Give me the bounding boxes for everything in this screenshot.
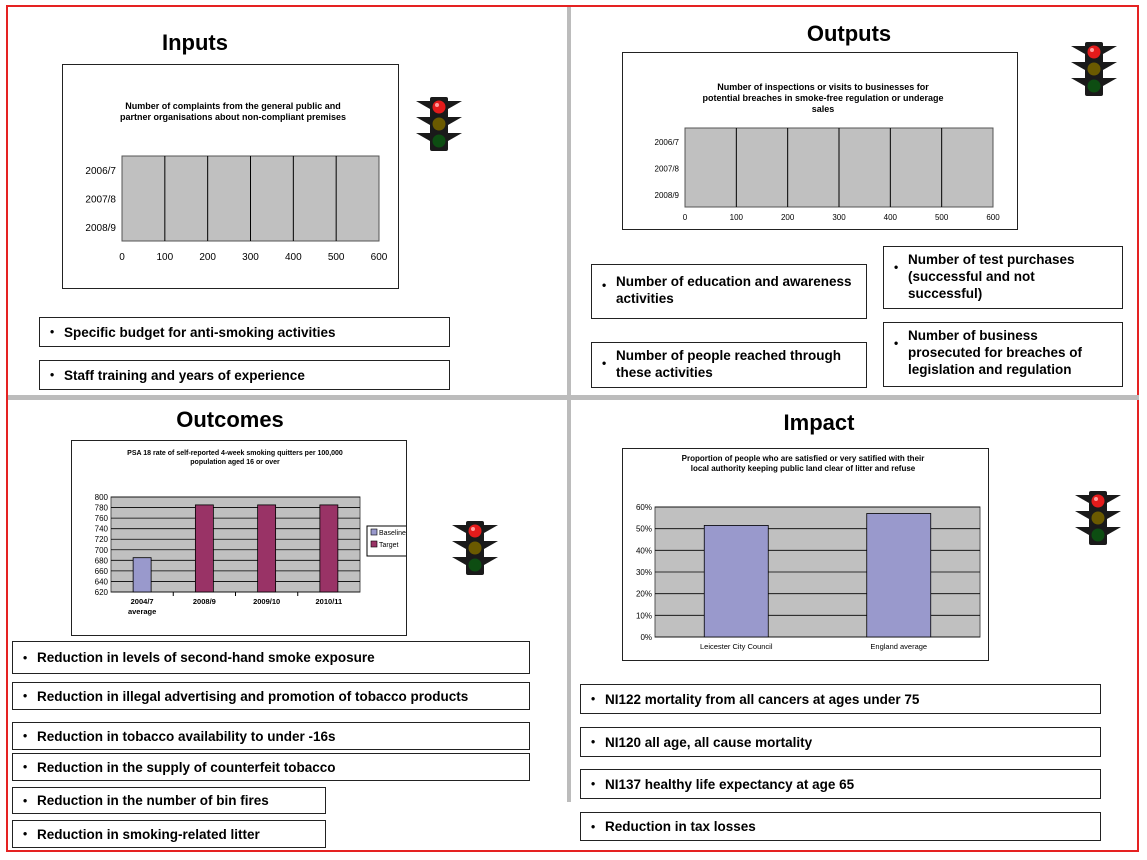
inputs-bullet-1: • Specific budget for anti-smoking activities [39,317,450,347]
impact-chart [623,449,988,660]
y-tick-label: 680 [94,556,108,566]
x-tick-label: 400 [284,252,302,263]
x-tick-label: 600 [370,252,388,263]
y-tick-label: 60% [635,503,652,512]
outputs-bullet-2: • Number of people reached through these activities [591,342,867,388]
chart-title: potential breaches in smoke-free regulation or underage [702,93,944,103]
y-category-label: 2006/7 [85,166,116,178]
x-category-label: Leicester City Council [699,642,773,651]
legend-swatch [371,529,377,535]
traffic-light-icon [1071,40,1117,103]
outputs-bullet-1: • Number of education and awareness activities [591,264,867,319]
y-tick-label: 760 [94,514,108,524]
legend-label: Baseline [379,530,406,537]
x-tick-label: 0 [682,213,688,222]
legend-label: Target [379,542,399,549]
chart-title: sales [811,104,835,114]
x-tick-label: 200 [780,213,795,222]
outcomes-bullet-6: • Reduction in smoking-related litter [12,820,326,848]
outcomes-chart-frame [71,440,407,636]
bar-baseline [133,558,151,592]
x-category-label: England average [870,642,928,651]
y-category-label: 2007/8 [654,164,679,174]
outcomes-bullet-5: • Reduction in the number of bin fires [12,787,326,814]
y-category-label: 2008/9 [654,190,679,200]
impact-bullet-4: • Reduction in tax losses [580,812,1101,841]
inputs-chart-frame [62,64,399,289]
outputs-chart-frame [622,52,1018,230]
traffic-light-icon [1075,489,1121,552]
x-category-label: 2004/7 [130,597,154,606]
outputs-chart [623,53,1017,229]
vertical-divider [567,7,571,802]
inputs-chart [63,65,398,288]
impact-heading: Impact [783,410,855,435]
chart-title: Number of inspections or visits to businesses for [717,82,929,92]
y-tick-label: 800 [94,493,108,502]
outcomes-chart [72,441,406,635]
x-category-label: average [127,607,157,616]
x-tick-label: 500 [327,252,345,263]
chart-title: Proportion of people who are satisfied or very satified with their [681,454,925,463]
outcomes-bullet-1: • Reduction in levels of second-hand smoke exposure [12,641,530,674]
y-category-label: 2008/9 [85,222,116,234]
y-tick-label: 40% [635,546,652,556]
x-tick-label: 600 [986,213,1000,222]
x-category-label: 2010/11 [315,597,343,606]
inputs-heading: Inputs [162,30,228,55]
outcomes-bullet-4: • Reduction in the supply of counterfeit tobacco [12,753,530,781]
bar [704,525,768,637]
bar-target [195,505,213,592]
outputs-heading: Outputs [806,21,892,46]
impact-bullet-1: • NI122 mortality from all cancers at ages under 75 [580,684,1101,714]
legend-swatch [371,541,377,547]
x-tick-label: 400 [883,213,898,222]
y-tick-label: 620 [94,588,108,597]
x-tick-label: 200 [199,252,217,263]
y-category-label: 2007/8 [85,194,116,206]
y-category-label: 2006/7 [654,138,679,148]
y-tick-label: 640 [94,577,108,587]
x-category-label: 2009/10 [253,597,281,606]
traffic-light-icon [416,95,462,158]
outcomes-heading: Outcomes [176,407,284,432]
outputs-bullet-4: • Number of business prosecuted for breaches of legislation and regulation [883,322,1123,387]
x-tick-label: 300 [242,252,259,263]
bar-target [258,505,276,592]
x-tick-label: 300 [832,213,846,222]
y-tick-label: 20% [635,589,652,599]
y-tick-label: 720 [94,535,108,545]
x-tick-label: 500 [934,213,949,222]
outputs-bullet-3: • Number of test purchases (successful and not successful) [883,246,1123,309]
outcomes-bullet-3: • Reduction in tobacco availability to under -16s [12,722,530,750]
y-tick-label: 0% [640,633,652,642]
y-tick-label: 10% [635,611,652,621]
y-tick-label: 780 [94,503,108,513]
bar-target [320,505,338,592]
y-tick-label: 50% [635,524,652,534]
chart-title: local authority keeping public land clear of litter and refuse [690,464,916,473]
x-tick-label: 100 [156,252,174,263]
chart-title: Number of complaints from the general public and [125,101,341,111]
inputs-bullet-2: • Staff training and years of experience [39,360,450,390]
outcomes-bullet-2: • Reduction in illegal advertising and promotion of tobacco products [12,682,530,710]
impact-bullet-3: • NI137 healthy life expectancy at age 65 [580,769,1101,799]
x-tick-label: 100 [729,213,744,222]
traffic-light-icon [452,519,498,582]
y-tick-label: 660 [94,566,108,576]
x-category-label: 2008/9 [192,597,216,606]
chart-title: population aged 16 or over [190,459,280,466]
y-tick-label: 700 [94,545,108,555]
y-tick-label: 740 [94,524,108,534]
y-tick-label: 30% [635,568,652,577]
chart-title: PSA 18 rate of self-reported 4-week smoking quitters per 100,000 [127,450,343,457]
x-tick-label: 0 [119,252,125,263]
impact-bullet-2: • NI120 all age, all cause mortality [580,727,1101,757]
bar [867,514,931,638]
horizontal-divider [8,395,1139,400]
chart-title: partner organisations about non-compliant premises [119,112,347,122]
impact-chart-frame [622,448,989,661]
